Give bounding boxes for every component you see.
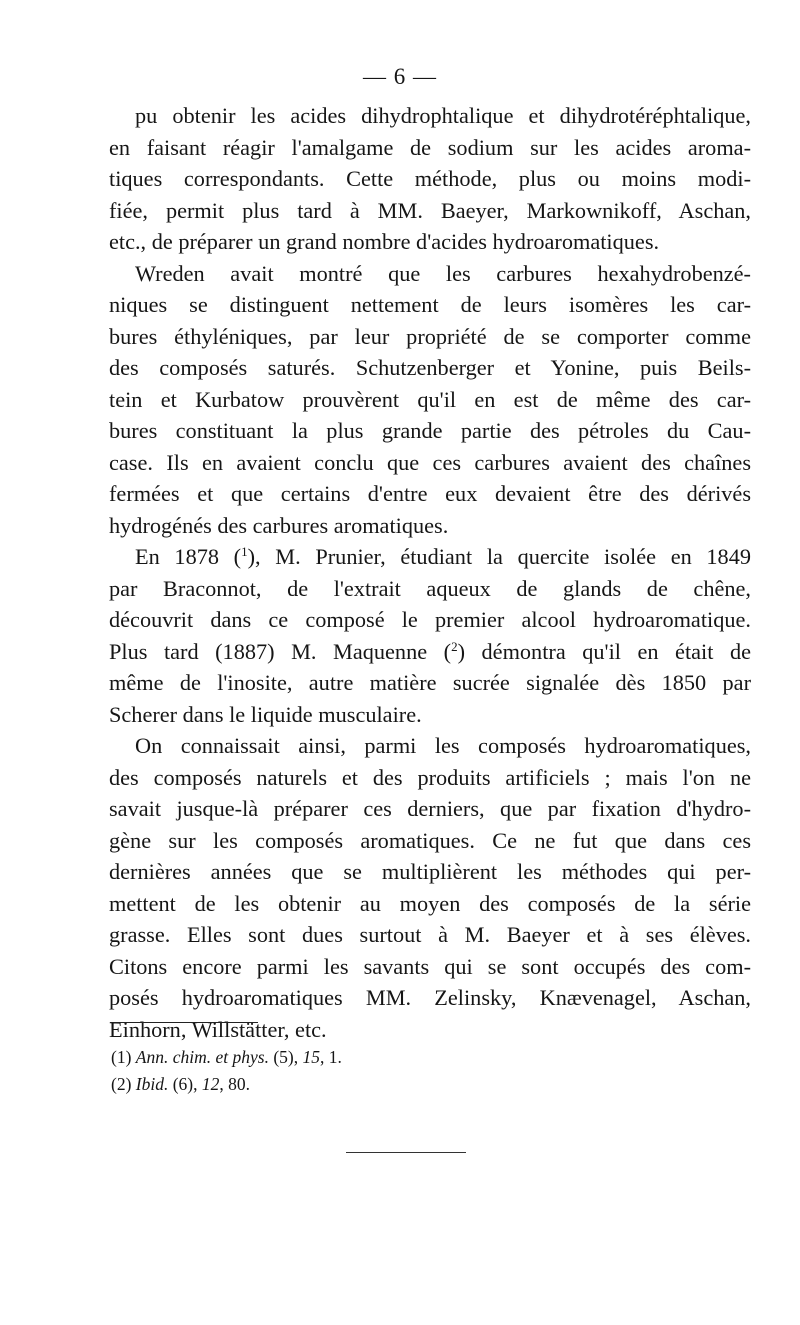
page-number: — 6 —: [363, 64, 437, 89]
text-segment: ) démontra qu'il en était de: [457, 638, 751, 664]
paragraph: [109, 100, 751, 258]
text-line: hydrogénés des carbures aromatiques.: [109, 512, 449, 538]
text-line: même de l'inosite, autre matière sucrée signalée dès 1850 par: [109, 670, 751, 695]
text-line: Citons encore parmi les savants qui se sont occupés des com-: [109, 953, 751, 979]
text-line: case. Ils en avaient conclu que ces carbures avaient des chaînes: [109, 449, 751, 475]
text-line: savait jusque-là préparer ces derniers, que par fixation d'hydro-: [109, 796, 751, 821]
text-line: etc., de préparer un grand nombre d'acides hydroaromatiques.: [109, 229, 660, 254]
text-line: Einhorn, Willstätter, etc.: [109, 1016, 327, 1042]
text-line: pu obtenir les acides dihydrophtalique et dihydrotéréphtalique,: [135, 103, 751, 128]
text-line: tein et Kurbatow prouvèrent qu'il en est de même des car-: [109, 386, 751, 412]
text-segment: En 1878 (: [135, 544, 242, 569]
text-line: gène sur les composés aromatiques. Ce ne fut que dans ces: [109, 827, 751, 853]
text-line: bures constituant la plus grande partie des pétroles du Cau-: [109, 418, 751, 443]
footnote-marker: (1): [111, 1047, 132, 1067]
text-line: bures éthyléniques, par leur propriété de se comporter comme: [109, 323, 751, 349]
text-line: en faisant réagir l'amalgame de sodium sur les acides aroma-: [109, 134, 751, 160]
footnote-page: , 80.: [219, 1074, 251, 1094]
body-text: [109, 100, 751, 1045]
footnote-source: Ann. chim. et phys.: [135, 1047, 269, 1067]
text-segment: ), M. Prunier, étudiant la quercite isolée en 1849: [247, 544, 751, 569]
text-line: dernières années que se multiplièrent les méthodes qui per-: [109, 859, 751, 884]
text-line: niques se distinguent nettement de leurs isomères les car-: [109, 292, 751, 317]
footnotes: [111, 1044, 511, 1098]
text-line: mettent de les obtenir au moyen des composés de la série: [109, 890, 751, 916]
paragraph: [109, 258, 751, 542]
end-rule: [346, 1152, 466, 1153]
text-line: des composés naturels et des produits artificiels ; mais l'on ne: [109, 764, 751, 790]
text-line: découvrit dans ce composé le premier alcool hydroaromatique.: [109, 607, 751, 632]
text-line: On connaissait ainsi, parmi les composés hydroaromatiques,: [135, 733, 751, 758]
text-line: par Braconnot, de l'extrait aqueux de glands de chêne,: [109, 575, 751, 601]
text-line: fermées et que certains d'entre eux devaient être des dérivés: [109, 481, 751, 506]
footnote-volume: 12: [201, 1074, 220, 1094]
footnote-separator: [110, 1022, 258, 1023]
footnote: [111, 1071, 511, 1098]
text-segment: Plus tard (1887) M. Maquenne (: [109, 638, 452, 664]
text-line: des composés saturés. Schutzenberger et Yonine, puis Beils-: [109, 355, 751, 380]
footnote-marker: (2): [111, 1074, 132, 1094]
paragraph: [109, 730, 751, 1045]
text-line: tiques correspondants. Cette méthode, plus ou moins modi-: [109, 166, 751, 191]
paragraph: [109, 541, 751, 730]
footnote-ref: 1: [241, 544, 248, 559]
footnote: [111, 1044, 511, 1071]
footnote-series: (5),: [273, 1047, 299, 1067]
text-line: [109, 541, 751, 573]
text-line: Scherer dans le liquide musculaire.: [109, 701, 422, 727]
footnote-page: , 1.: [319, 1047, 342, 1067]
footnote-source: Ibid.: [135, 1074, 169, 1094]
footnote-volume: 15: [302, 1047, 320, 1067]
text-line: Wreden avait montré que les carbures hexahydrobenzé-: [135, 260, 751, 286]
text-line: [109, 636, 751, 668]
text-line: grasse. Elles sont dues surtout à M. Baeyer et à ses élèves.: [109, 922, 751, 947]
footnote-series: (6),: [172, 1074, 198, 1094]
footnote-ref: 2: [451, 638, 458, 654]
text-line: fiée, permit plus tard à MM. Baeyer, Markownikoff, Aschan,: [109, 197, 751, 223]
text-line: posés hydroaromatiques MM. Zelinsky, Knævenagel, Aschan,: [109, 985, 751, 1010]
